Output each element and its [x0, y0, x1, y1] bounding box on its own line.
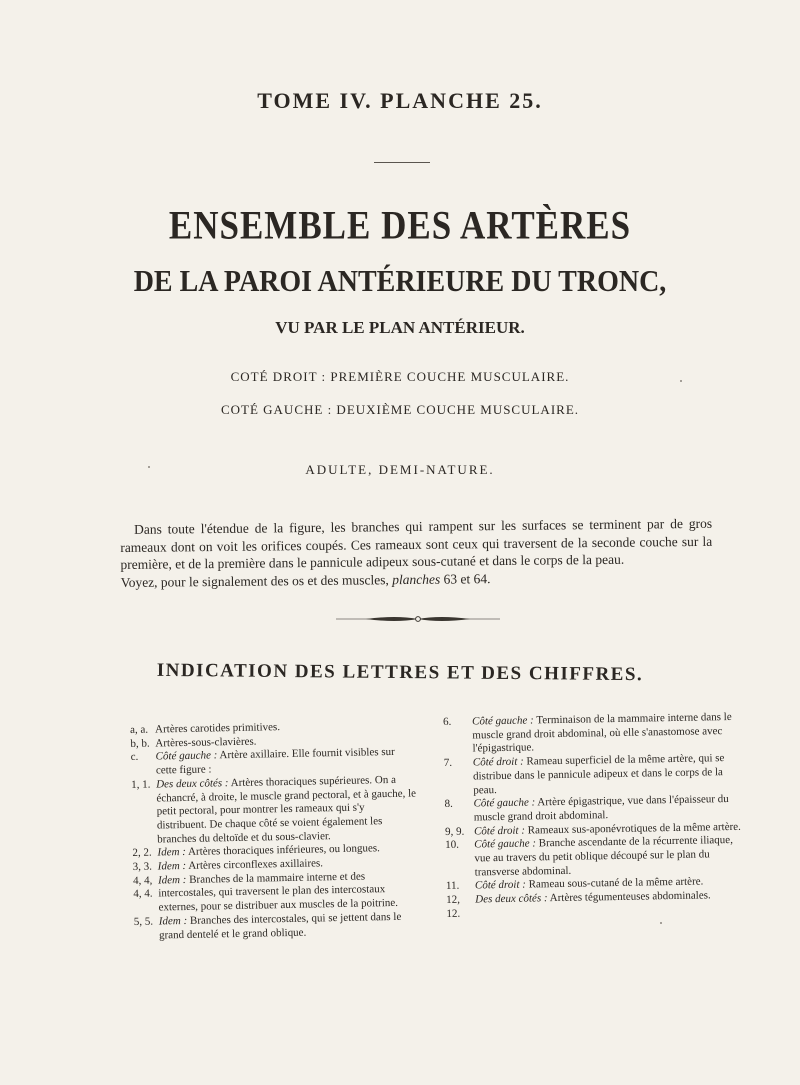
- legend-key: 11.: [445, 880, 460, 893]
- legend-entry: [134, 910, 419, 943]
- legend-key: 4, 4, 4, 4.: [132, 874, 153, 901]
- intro-paragraph: [120, 515, 713, 591]
- title-line-3: VU PAR LE PLAN ANTÉRIEUR.: [275, 318, 525, 337]
- left-side-caption: COTÉ GAUCHE : DEUXIÈME COUCHE MUSCULAIRE.: [220, 402, 580, 417]
- legend-side-label: Des deux côtés :: [475, 892, 548, 906]
- legend-text: Artères carotides primitives.: [154, 721, 281, 736]
- legend-side-label: Côté droit :: [473, 824, 526, 838]
- legend-text: Rameaux sus-aponévrotiques de la même artère.: [527, 820, 741, 837]
- intro-reference-post: 63 et 64.: [443, 570, 491, 587]
- short-divider: [374, 162, 430, 163]
- legend-key: 9, 9.: [444, 825, 465, 838]
- legend-entry: [446, 889, 746, 922]
- intro-reference-pre: Voyez, pour le signalement des os et des muscles,: [120, 571, 389, 590]
- legend-entry: [133, 869, 419, 916]
- legend-text: Artères circonflexes axillaires.: [188, 857, 324, 872]
- legend-side-label: Côté gauche :: [155, 749, 218, 763]
- legend-entry: [131, 773, 417, 847]
- legend-text: Artère épigastrique, vue dans l'épaisseur du muscle grand droit abdominal.: [473, 793, 729, 824]
- legend-key: 3, 3.: [132, 860, 153, 874]
- legend-key: 10.: [445, 839, 460, 852]
- legend-column-left: [130, 719, 419, 944]
- index-heading: INDICATION DES LETTRES ET DES CHIFFRES.: [156, 659, 644, 686]
- legend-text: Rameau sous-cutané de la même artère.: [528, 875, 704, 891]
- legend-side-label: Côté droit :: [472, 755, 524, 769]
- title-line-2: DE LA PAROI ANTÉRIEURE DU TRONC,: [133, 264, 667, 299]
- legend-side-label: Côté gauche :: [471, 714, 534, 728]
- legend-key: 12, 12.: [446, 893, 461, 920]
- legend-side-label: Idem :: [157, 859, 187, 873]
- legend-key: b, b.: [130, 737, 150, 750]
- legend-entry: [445, 834, 746, 880]
- legend-text: Artère axillaire. Elle fournit visibles sur cette figure :: [155, 746, 395, 777]
- legend-description: [156, 773, 417, 846]
- legend-side-label: Idem :: [158, 914, 188, 928]
- intro-reference-em: planches: [392, 571, 441, 587]
- intro-text: Dans toute l'étendue de la figure, les branches qui rampent sur les surfaces se terminent par de gros rameaux dont on voit les orifices coupés. Ces rameaux sont ceux qui traversent de la seconde couche sur la première, et de la première dans le pannicule adipeux sous-cutané et dans le corps de la peau.: [120, 515, 713, 572]
- legend-key: 8.: [444, 798, 453, 811]
- legend-entry: [443, 711, 744, 757]
- legend-description: [475, 889, 746, 921]
- legend-side-label: Idem :: [157, 873, 187, 887]
- legend-side-label: Côté droit :: [474, 879, 527, 892]
- legend-text: Branche ascendante de la récurrente iliaque, vue au travers du petit oblique découpé sur le plan du transverse abdominal.: [474, 834, 734, 879]
- legend-text: Rameau superficiel de la même artère, qui se distribue dans le pannicule adipeux et dans le corps de la peau.: [472, 752, 725, 796]
- paper-speck: [660, 922, 662, 924]
- legend-text: Terminaison de la mammaire interne dans le muscle grand droit abdominal, où elle s'anastomose avec l'épigastrique.: [472, 710, 732, 755]
- legend-description: [474, 834, 746, 880]
- ornament-divider-icon: [336, 612, 500, 626]
- right-side-caption: COTÉ DROIT : PREMIÈRE COUCHE MUSCULAIRE.: [230, 369, 570, 384]
- legend-description: [158, 869, 419, 915]
- legend-key: 6.: [443, 715, 452, 728]
- subject-caption: ADULTE, DEMI-NATURE.: [305, 462, 495, 477]
- legend-text: Artères thoraciques supérieures. On a échancré, à droite, le muscle grand pectoral, et à gauche, le petit pectoral, pour montrer les rameaux qui s'y distribuent. De chaque côté se voient également les branches du deltoïde et du sous-clavier.: [156, 773, 417, 846]
- legend-column-right: [443, 711, 747, 922]
- legend-key: 7.: [443, 756, 453, 770]
- legend-text: Branches des intercostales, qui se jettent dans le grand dentelé et le grand oblique.: [158, 910, 402, 942]
- legend-text: Artères-sous-clavières.: [155, 735, 257, 750]
- volume-plate-heading: TOME IV. PLANCHE 25.: [257, 88, 543, 113]
- paper-speck: [680, 380, 682, 382]
- legend-entry: [444, 752, 745, 798]
- legend-side-label: Idem :: [157, 846, 186, 859]
- title-line-1: ENSEMBLE DES ARTÈRES: [168, 203, 632, 248]
- legend-description: [159, 910, 419, 942]
- paper-speck: [148, 466, 150, 468]
- legend-key: 2, 2.: [132, 846, 152, 860]
- legend-key: 1, 1.: [131, 778, 151, 791]
- legend-side-label: Côté gauche :: [474, 837, 537, 851]
- legend-side-label: Des deux côtés :: [156, 776, 229, 791]
- legend-description: [473, 752, 745, 798]
- legend-key: 5, 5.: [133, 915, 154, 928]
- legend-text: Artères tégumenteuses abdominales.: [549, 889, 711, 905]
- legend-text: Branches de la mammaire interne et des intercostales, qui traversent le plan des intercostaux externes, pour se distribuer aux muscles de la poitrine.: [158, 870, 399, 914]
- legend-key: a, a.: [130, 723, 149, 736]
- legend-text: Artères thoraciques inférieures, ou longues.: [187, 842, 380, 859]
- legend-description: [472, 711, 744, 757]
- legend-side-label: Côté gauche :: [473, 796, 536, 810]
- legend-key: c.: [130, 751, 139, 764]
